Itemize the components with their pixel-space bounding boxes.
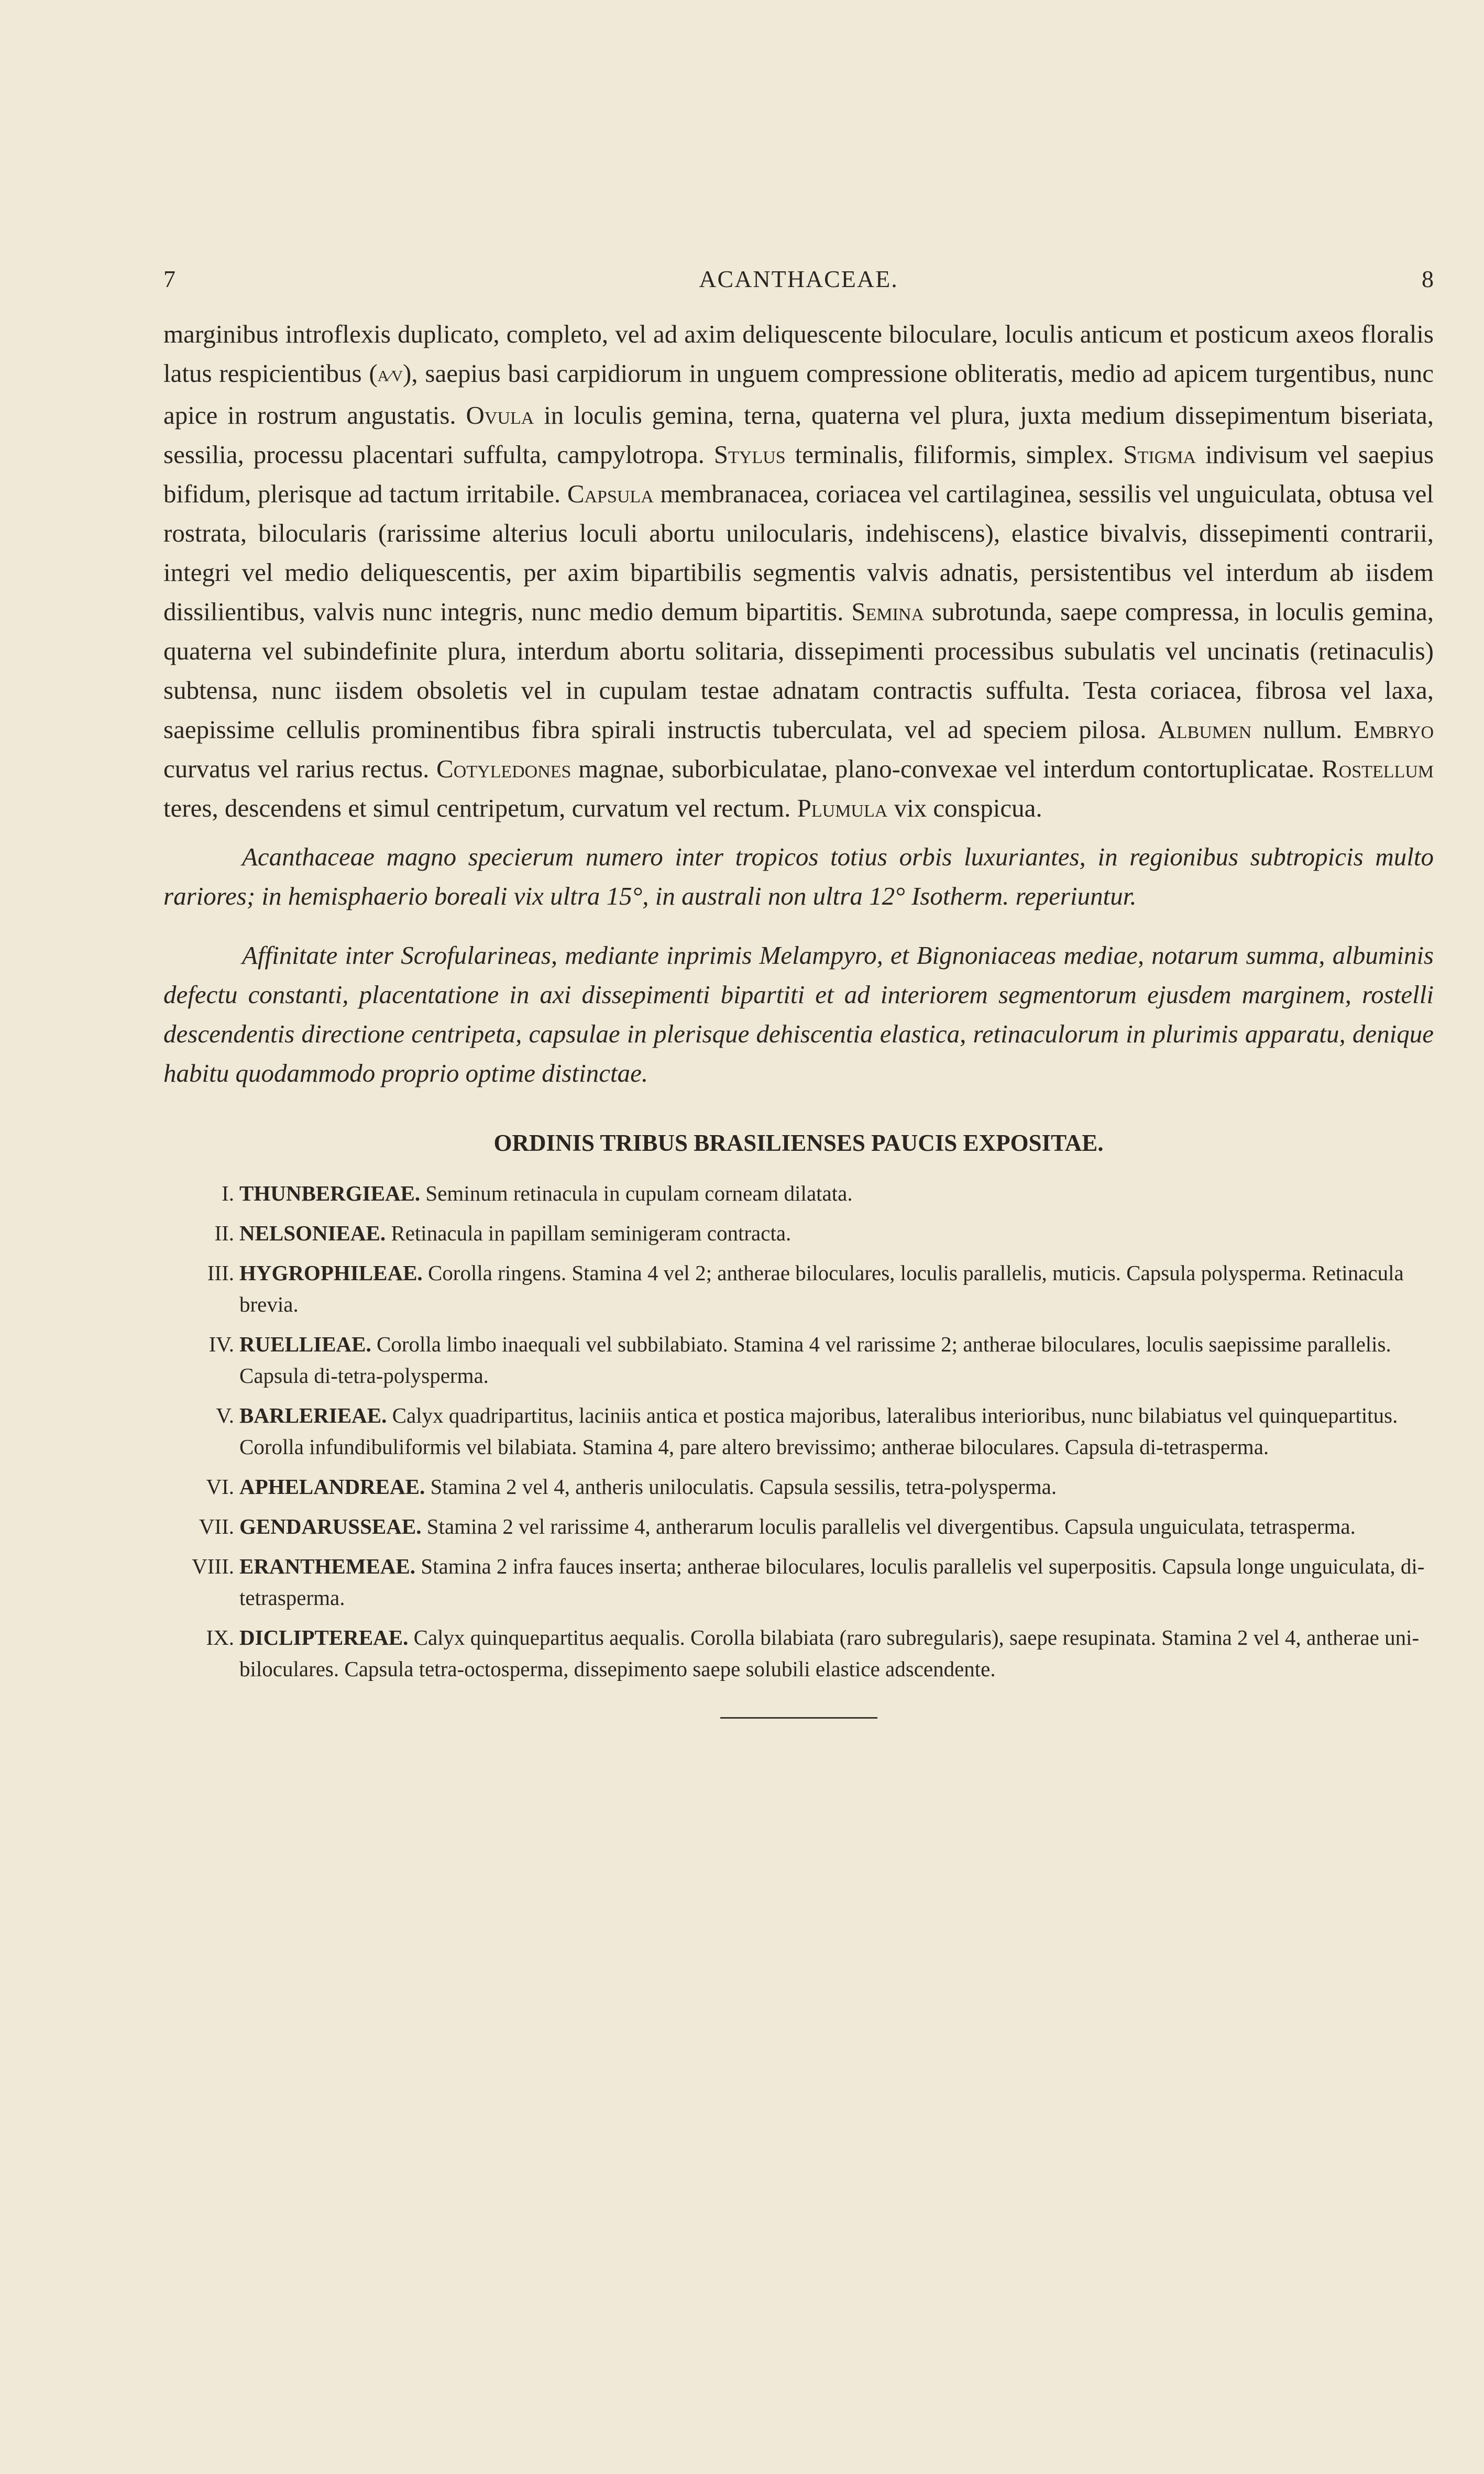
page-number-left: 7 — [163, 266, 175, 292]
tribe-number: VI. — [206, 1475, 234, 1499]
tribe-entry — [163, 1400, 1434, 1463]
closing-rule — [720, 1717, 877, 1719]
distribution-paragraph: Acanthaceae magno specierum numero inter tropicos totius orbis luxuriantes, in regionibus subtropicis multo rariores; in hemisphaerio boreali vix ultra 15°, in australi non ultra 12° Isotherm. reperiuntur. — [163, 842, 1434, 911]
tribe-entry — [163, 1511, 1434, 1542]
affinity-paragraph: Affinitate inter Scrofularineas, mediante inprimis Melampyro, et Bignoniaceas mediae, notarum summa, albuminis defectu constanti, placentatione in axi dissepimenti bipartiti et ad interiorem segmentorum ejusdem marginem, rostelli descendentis directione centripeta, capsulae in plerisque dehiscentia elastica, retinaculorum in plurimis apparatu, denique habitu quodammodo proprio optime distinctae. — [163, 941, 1434, 1088]
tribe-entry — [163, 1217, 1434, 1249]
description-paragraph — [163, 314, 1434, 828]
term-semina: Semina — [851, 597, 925, 626]
tribe-entry — [163, 1257, 1434, 1320]
section-title: ORDINIS TRIBUS BRASILIENSES PAUCIS EXPOSITAE. — [493, 1130, 1104, 1157]
text-run: in loculis gemina, terna, quaterna vel plura, juxta medium dissepimentum biseriata, sessilia, processu placentari suffulta, campylotropa. — [163, 401, 1434, 469]
text-run: curvatus vel rarius rectus. — [163, 754, 430, 784]
term-plumula: Plumula — [797, 794, 888, 823]
tribe-description: Corolla ringens. Stamina 4 vel 2; antherae biloculares, loculis parallelis, muticis. Capsula polysperma. Retinacula brevia. — [239, 1261, 1404, 1317]
running-header — [163, 265, 1434, 302]
tribe-name: HYGROPHILEAE. — [239, 1261, 423, 1285]
tribe-number: IX. — [206, 1625, 234, 1650]
tribe-list — [163, 1178, 1434, 1685]
text-run: terminalis, filiformis, simplex. — [795, 440, 1114, 469]
tribe-number: III. — [207, 1261, 234, 1285]
text-run: nullum. — [1263, 715, 1343, 744]
text-run: vix conspicua. — [894, 794, 1042, 823]
text-run: membranacea, coriacea vel cartilaginea, sessilis vel unguiculata, obtusa vel rostrata, bilocularis (rarissime alterius loculi abortu unilocularis, indehiscens), elastice bivalvis, dissepimenti contrarii, integri vel medio deliquescentis, per axim bipartibilis segmentis valvis adnatis, persistentibus vel interdum ab iisdem dissilientibus, valvis nunc integris, nunc medio demum bipartitis. — [163, 479, 1434, 626]
tribe-name: RUELLIEAE. — [239, 1332, 371, 1357]
tribe-name: BARLERIEAE. — [239, 1403, 387, 1428]
tribe-entry — [163, 1178, 1434, 1209]
tribe-description: Stamina 2 infra fauces inserta; antherae biloculares, loculis parallelis vel superpositis. Capsula longe unguiculata, di-tetrasperma. — [239, 1554, 1425, 1610]
text-run: marginibus introflexis duplicato, completo, vel ad axim deliquescente biloculare, loculis anticum et posticum axeos floralis latus respicientibus ( — [163, 320, 1434, 388]
tribe-description: Stamina 2 vel 4, antheris uniloculatis. Capsula sessilis, tetra-polysperma. — [430, 1475, 1057, 1499]
running-title: ACANTHACEAE. — [699, 266, 898, 292]
page-body — [163, 314, 1434, 1719]
axis-fraction-symbol: A⁄V — [377, 367, 403, 385]
text-run: ), saepius basi carpidiorum in unguem compressione obliteratis, medio ad apicem turgentibus, nunc apice in rostrum angustatis. — [163, 359, 1434, 430]
tribe-name: NELSONIEAE. — [239, 1221, 386, 1246]
tribe-number: I. — [222, 1181, 234, 1206]
tribe-name: ERANTHEMEAE. — [239, 1554, 416, 1579]
term-rostellum: Rostellum — [1322, 754, 1434, 784]
tribe-entry — [163, 1622, 1434, 1685]
tribe-number: VIII. — [192, 1554, 234, 1579]
tribe-name: GENDARUSSEAE. — [239, 1514, 422, 1539]
text-run: indivisum vel saepius bifidum, plerisque ad tactum irritabile. — [163, 440, 1434, 509]
tribe-number: II. — [214, 1221, 234, 1246]
tribe-number: V. — [216, 1403, 234, 1428]
text-run: subrotunda, saepe compressa, in loculis gemina, quaterna vel subindefinite plura, interdum abortu solitaria, dissepimenti processibus subulatis vel uncinatis (retinaculis) subtensa, nunc iisdem obsoletis vel in cupulam testae adnatam contractis suffulta. Testa coriacea, fibrosa vel laxa, saepissime cellulis prominentibus fibra spirali instructis tuberculata, vel ad speciem pilosa. — [163, 597, 1434, 744]
tribe-entry — [163, 1551, 1434, 1613]
tribe-name: THUNBERGIEAE. — [239, 1181, 421, 1206]
tribe-description: Calyx quadripartitus, laciniis antica et postica majoribus, lateralibus interioribus, nunc bilabiatus vel quinquepartitus. Corolla infundibuliformis vel bilabiata. Stamina 4, pare altero brevissimo; antherae biloculares. Capsula di-tetrasperma. — [239, 1403, 1398, 1459]
term-albumen: Albumen — [1158, 715, 1252, 744]
tribe-description: Retinacula in papillam seminigeram contracta. — [391, 1221, 792, 1246]
tribe-number: VII. — [199, 1514, 234, 1539]
term-capsula: Capsula — [567, 479, 654, 509]
term-embryo: Embryo — [1354, 715, 1434, 744]
term-stigma: Stigma — [1123, 440, 1196, 469]
term-cotyledones: Cotyledones — [436, 754, 571, 784]
tribe-description: Seminum retinacula in cupulam corneam dilatata. — [425, 1181, 853, 1206]
tribe-description: Corolla limbo inaequali vel subbilabiato. Stamina 4 vel rarissime 2; antherae biloculares, loculis saepissime parallelis. Capsula di-tetra-polysperma. — [239, 1332, 1391, 1388]
tribe-description: Stamina 2 vel rarissime 4, antherarum loculis parallelis vel divergentibus. Capsula unguiculata, tetrasperma. — [426, 1514, 1356, 1539]
tribe-description: Calyx quinquepartitus aequalis. Corolla bilabiata (raro subregularis), saepe resupinata. Stamina 2 vel 4, antherae uni-biloculares. Capsula tetra-octosperma, dissepimento saepe solubili elastice adscendente. — [239, 1625, 1420, 1681]
tribe-name: DICLIPTEREAE. — [239, 1625, 409, 1650]
text-run: magnae, suborbiculatae, plano-convexae vel interdum contortuplicatae. — [578, 754, 1315, 784]
term-stylus: Stylus — [713, 440, 786, 469]
tribe-number: IV. — [208, 1332, 234, 1357]
page-number-right: 8 — [1422, 266, 1434, 292]
text-run: teres, descendens et simul centripetum, curvatum vel rectum. — [163, 794, 791, 823]
tribe-entry — [163, 1471, 1434, 1502]
tribe-name: APHELANDREAE. — [239, 1475, 425, 1499]
term-ovula: Ovula — [466, 401, 534, 430]
tribe-entry — [163, 1328, 1434, 1391]
